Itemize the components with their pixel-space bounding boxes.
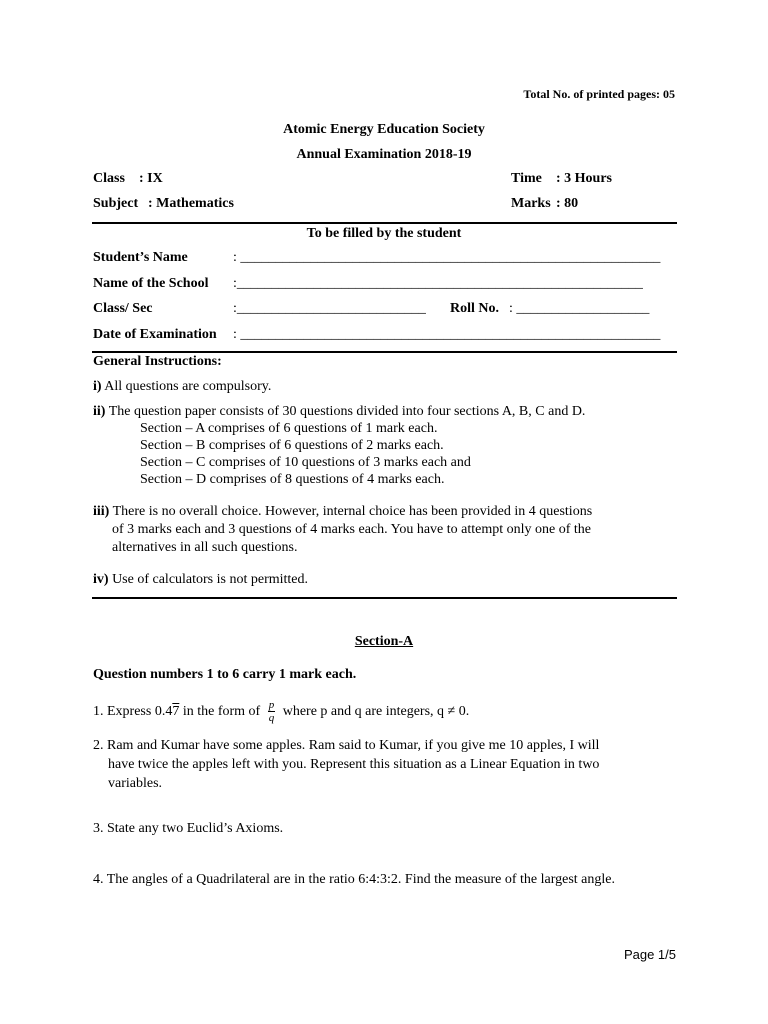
q1-fraction-denominator: q: [268, 712, 275, 725]
school-name-label: Name of the School: [93, 276, 209, 291]
school-name-field[interactable]: :__________________________________________________________: [233, 276, 643, 291]
printed-pages-note: Total No. of printed pages: 05: [523, 87, 675, 101]
q1-prefix: 1. Express 0.4: [93, 704, 173, 719]
instruction-i-marker: i): [93, 379, 102, 394]
marks-label: Marks: [511, 196, 551, 211]
class-label: Class: [93, 171, 125, 186]
instruction-iv-marker: iv): [93, 572, 109, 587]
subject-label: Subject: [93, 196, 139, 211]
instruction-iii-line1: There is no overall choice. However, internal choice has been provided in 4 questions: [112, 504, 593, 519]
question-1: [93, 697, 469, 727]
exam-date-label: Date of Examination: [93, 327, 217, 342]
instruction-ii: [93, 404, 585, 420]
q1-suffix: where p and q are integers, q ≠ 0.: [282, 704, 470, 719]
question-3: 3. State any two Euclid’s Axioms.: [93, 821, 284, 836]
page-number: Page 1/5: [623, 947, 676, 962]
student-name-field[interactable]: : ____________________________________________________________: [233, 250, 661, 265]
divider-top: [92, 222, 677, 224]
class-sec-field[interactable]: :___________________________: [233, 301, 426, 316]
marks-value: : 80: [556, 196, 579, 211]
section-b-info: Section – B comprises of 6 questions of 2 marks each.: [140, 438, 444, 453]
q1-mid: in the form of: [182, 704, 261, 719]
question-2-line3: variables.: [108, 776, 163, 791]
instruction-iii-marker: iii): [93, 504, 110, 519]
instruction-iv: [93, 572, 308, 588]
subject-value: : Mathematics: [148, 196, 234, 211]
section-c-info: Section – C comprises of 10 questions of 3 marks each and: [140, 455, 471, 470]
section-a-info: Section – A comprises of 6 questions of 1 mark each.: [140, 421, 438, 436]
q1-repeating-digit: 7: [172, 704, 180, 719]
q1-fraction: [268, 699, 276, 724]
time-label: Time: [511, 171, 542, 186]
section-d-info: Section – D comprises of 8 questions of 4 marks each.: [140, 472, 445, 487]
instruction-iii-line3: alternatives in all such questions.: [112, 540, 298, 555]
divider-mid: [92, 351, 677, 353]
exam-title: Annual Examination 2018-19: [296, 147, 472, 162]
instruction-iii: [93, 504, 592, 520]
instruction-ii-text: The question paper consists of 30 questions divided into four sections A, B, C and D.: [108, 404, 586, 419]
exam-date-field[interactable]: : ____________________________________________________________: [233, 327, 661, 342]
roll-no-label: Roll No.: [450, 301, 499, 316]
class-value: : IX: [139, 171, 163, 186]
section-a-subtitle: Question numbers 1 to 6 carry 1 mark each.: [93, 667, 357, 682]
question-2-line1: 2. Ram and Kumar have some apples. Ram said to Kumar, if you give me 10 apples, I will: [93, 738, 600, 753]
time-value: : 3 Hours: [556, 171, 612, 186]
instruction-ii-marker: ii): [93, 404, 106, 419]
instruction-i: [93, 379, 271, 395]
roll-no-field[interactable]: : ___________________: [509, 301, 650, 316]
student-form-heading: To be filled by the student: [306, 226, 462, 241]
q1-fraction-numerator: p: [268, 699, 275, 712]
society-title: Atomic Energy Education Society: [283, 122, 485, 137]
section-a-title: Section-A: [354, 634, 414, 649]
instruction-iii-line2: of 3 marks each and 3 questions of 4 marks each. You have to attempt only one of the: [112, 522, 592, 537]
divider-bottom: [92, 597, 677, 599]
instruction-iv-text: Use of calculators is not permitted.: [112, 572, 309, 587]
question-4: 4. The angles of a Quadrilateral are in the ratio 6:4:3:2. Find the measure of the largest angle.: [93, 872, 615, 887]
instructions-heading: General Instructions:: [93, 354, 222, 369]
question-2-line2: have twice the apples left with you. Represent this situation as a Linear Equation in two: [108, 757, 600, 772]
student-name-label: Student’s Name: [93, 250, 188, 265]
class-sec-label: Class/ Sec: [93, 301, 153, 316]
instruction-i-text: All questions are compulsory.: [104, 379, 272, 394]
